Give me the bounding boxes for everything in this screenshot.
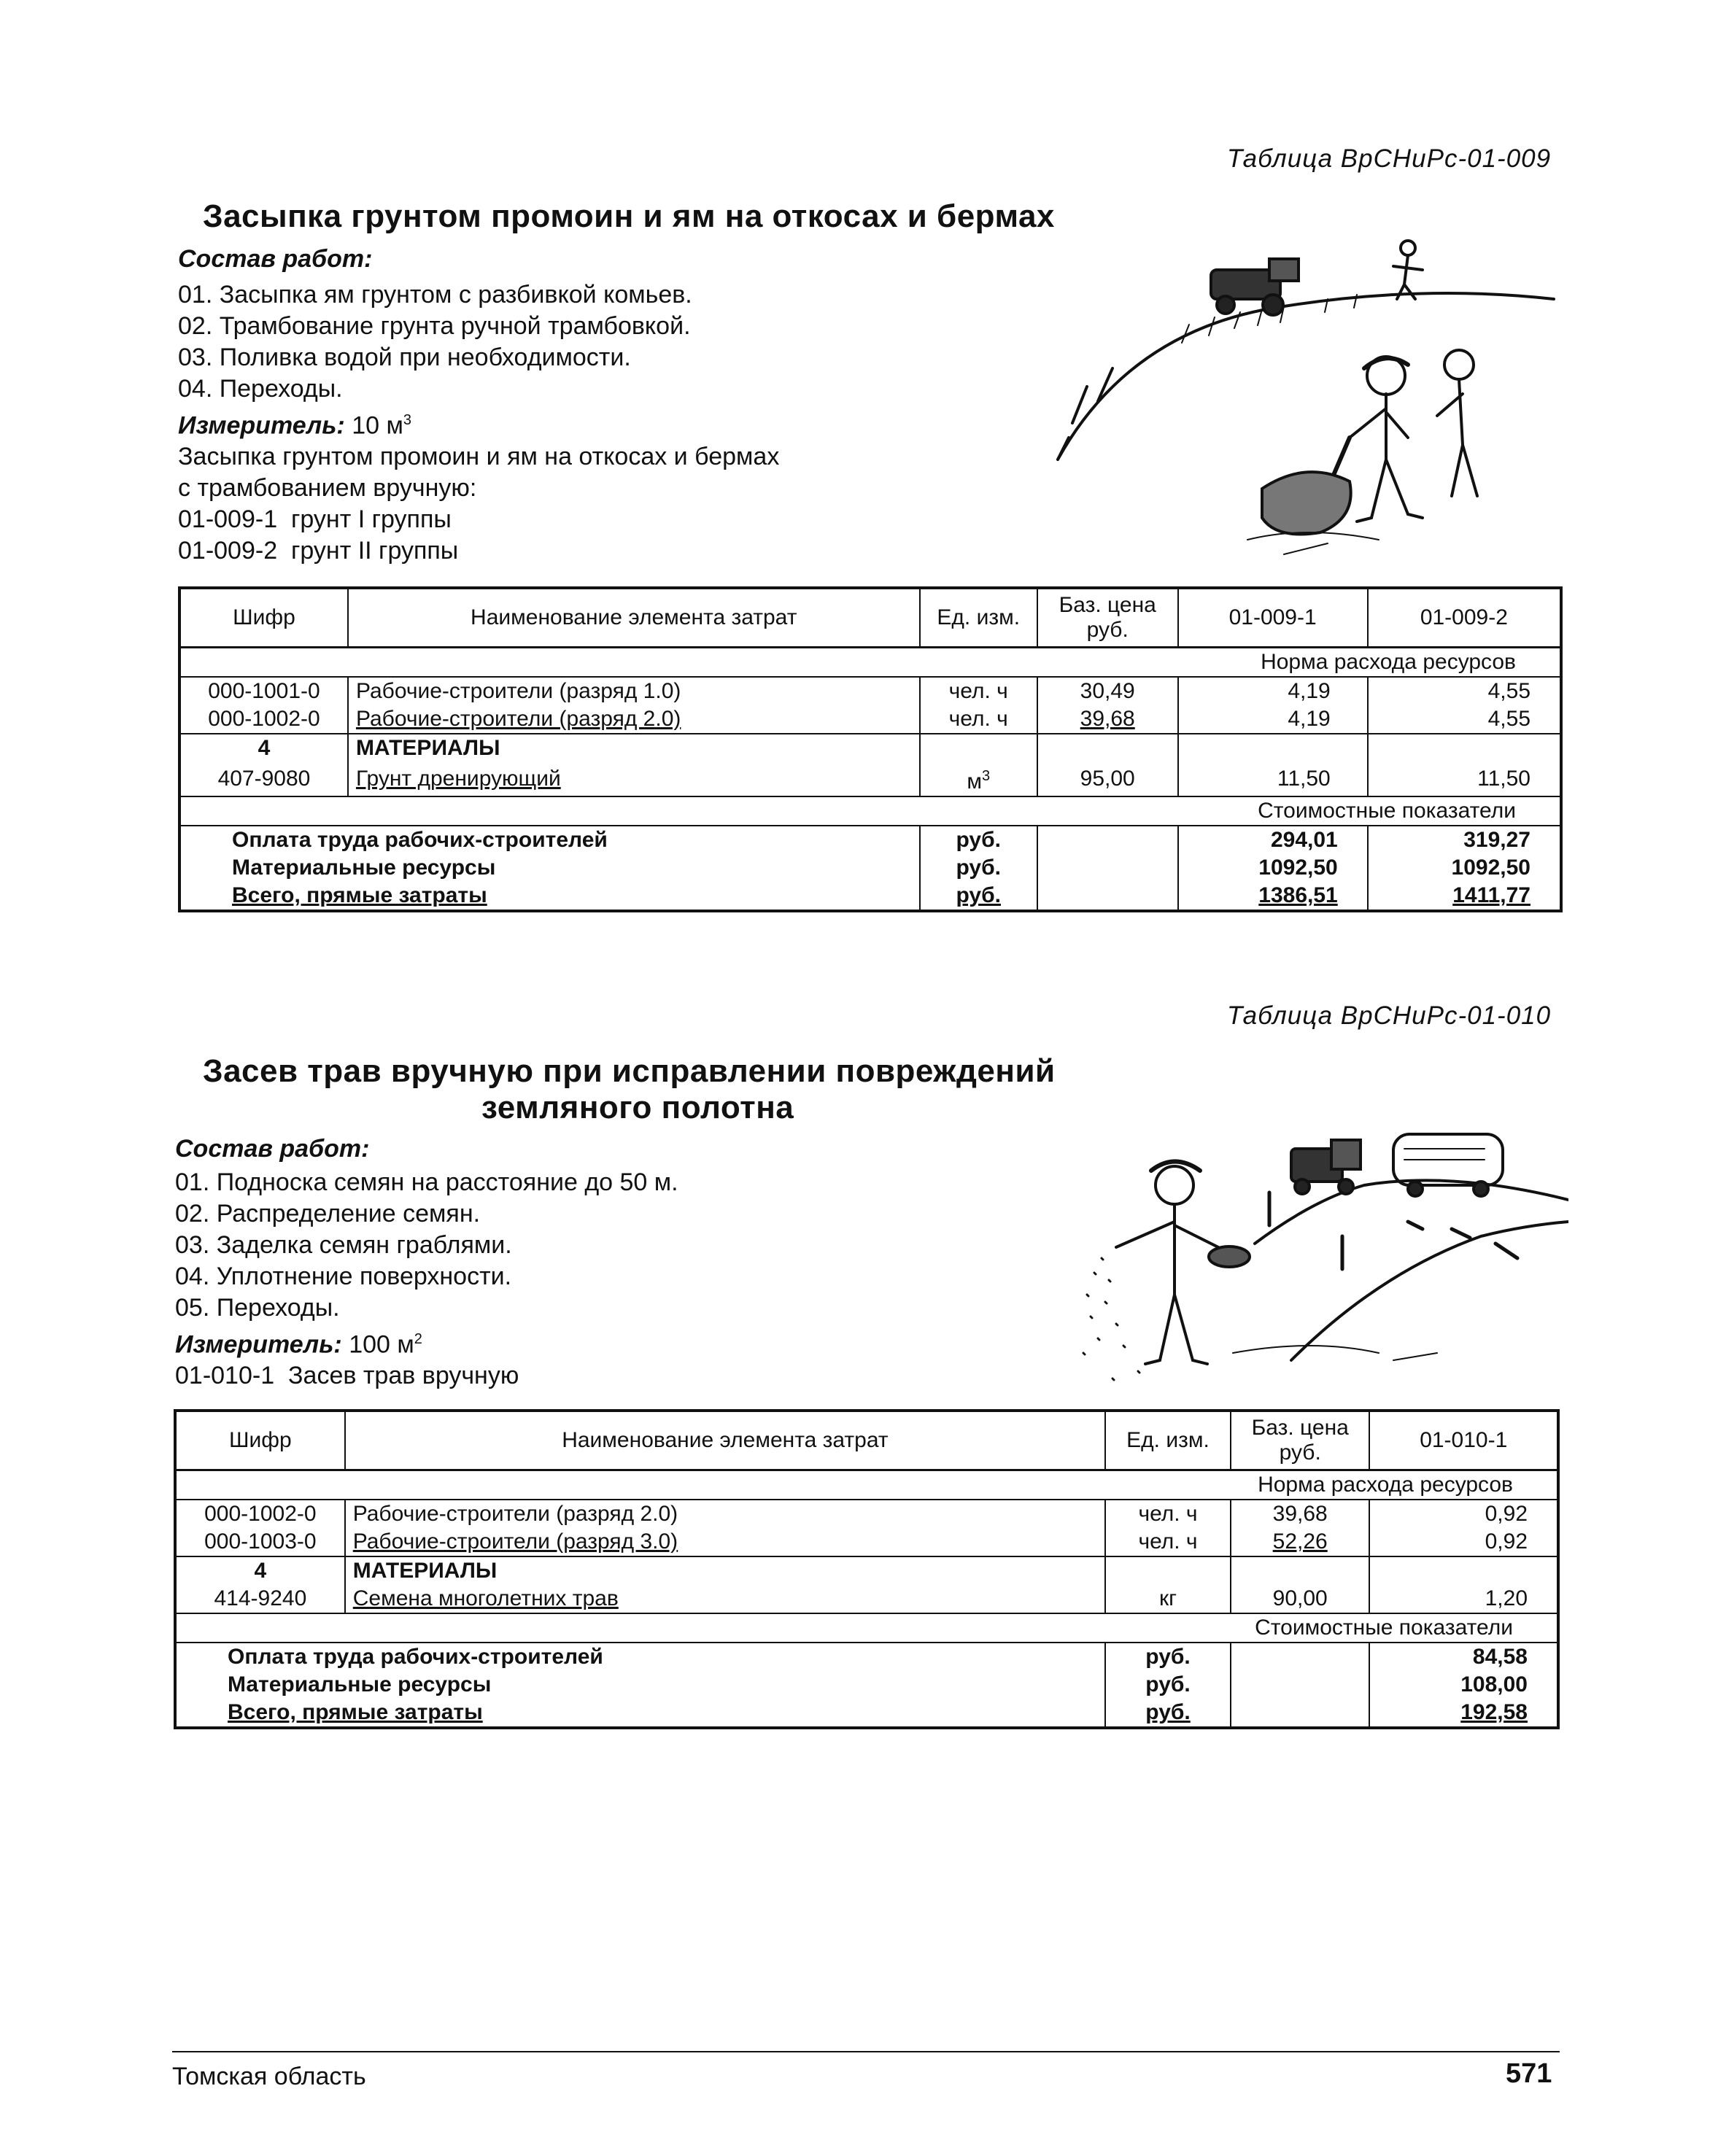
description-line: Засыпка грунтом промоин и ям на откосах и бермах [178, 443, 780, 471]
table-row [179, 762, 1561, 796]
unit-cell: руб. [920, 826, 1037, 854]
table-row [179, 854, 1561, 882]
header-cell: Наименование элемента затрат [345, 1411, 1105, 1470]
code-cell: 4 [175, 1556, 345, 1585]
sowing-illustration [1072, 1120, 1568, 1389]
unit-cell: чел. ч [920, 705, 1037, 734]
table-reference: Таблица ВрСНиРс-01-009 [1227, 144, 1552, 173]
table-row [179, 705, 1561, 734]
work-steps [178, 279, 779, 567]
work-step: 04. Уплотнение поверхности. [175, 1263, 512, 1290]
price-cell: 39,68 [1231, 1500, 1370, 1528]
header-cell: 01-009-2 [1368, 588, 1561, 648]
table-row [179, 734, 1561, 762]
unit-cell: руб. [920, 882, 1037, 911]
cost-table [178, 586, 1563, 912]
section-title: Засыпка грунтом промоин и ям на откосах и бермах [203, 198, 1055, 234]
meter-label: Измеритель: [178, 411, 345, 440]
costs-band-row [175, 1613, 1558, 1643]
unit-cell: руб. [1105, 1671, 1231, 1699]
meter-sup: 3 [403, 412, 411, 428]
code-line: 01-009-2 грунт II группы [178, 537, 459, 565]
unit-cell: чел. ч [1105, 1528, 1231, 1556]
cost-name-cell: Всего, прямые затраты [175, 1699, 1105, 1728]
price-cell: 90,00 [1231, 1585, 1370, 1613]
name-cell: Грунт дренирующий [348, 762, 920, 796]
cost-name-cell: Материальные ресурсы [179, 854, 920, 882]
unit-cell: кг [1105, 1585, 1231, 1613]
header-cell: Ед. изм. [920, 588, 1037, 648]
name-cell: Рабочие-строители (разряд 3.0) [345, 1528, 1105, 1556]
table-row [175, 1671, 1558, 1699]
value-cell: 1092,50 [1368, 854, 1561, 882]
composition-heading: Состав работ: [178, 245, 373, 273]
value-cell: 4,55 [1368, 705, 1561, 734]
table-row [175, 1500, 1558, 1528]
work-step: 01. Засыпка ям грунтом с разбивкой комьев. [178, 281, 692, 309]
work-step: 02. Распределение семян. [175, 1200, 481, 1228]
meter [175, 1324, 678, 1360]
band-label: Стоимостные показатели [179, 796, 1561, 826]
price-cell: 30,49 [1037, 677, 1178, 705]
unit-cell: чел. ч [1105, 1500, 1231, 1528]
band-label: Норма расхода ресурсов [175, 1470, 1558, 1500]
work-steps [175, 1167, 678, 1392]
value-cell: 0,92 [1369, 1500, 1558, 1528]
value-cell: 11,50 [1178, 762, 1368, 796]
unit-cell: чел. ч [920, 677, 1037, 705]
header-cell: Баз. цена руб. [1037, 588, 1178, 648]
materials-label: МАТЕРИАЛЫ [345, 1556, 1105, 1585]
table-header-row [175, 1411, 1558, 1470]
code-cell: 000-1002-0 [179, 705, 348, 734]
name-cell: Рабочие-строители (разряд 1.0) [348, 677, 920, 705]
value-cell: 11,50 [1368, 762, 1561, 796]
meter-sup: 2 [414, 1331, 422, 1347]
page-number: 571 [1506, 2058, 1552, 2089]
unit-cell: $м^3$ [920, 762, 1037, 796]
slope-workers-illustration [1043, 219, 1568, 576]
cost-name-cell: Материальные ресурсы [175, 1671, 1105, 1699]
table-row [175, 1556, 1558, 1585]
unit-cell: руб. [1105, 1699, 1231, 1728]
section-title: Засев трав вручную при исправлении повреждений [203, 1053, 1056, 1089]
work-step: 03. Поливка водой при необходимости. [178, 344, 631, 371]
header-cell: 01-009-1 [1178, 588, 1368, 648]
price-cell: 39,68 [1037, 705, 1178, 734]
cost-name-cell: Оплата труда рабочих-строителей [175, 1643, 1105, 1671]
header-cell: Ед. изм. [1105, 1411, 1231, 1470]
price-cell: 95,00 [1037, 762, 1178, 796]
band-label: Стоимостные показатели [175, 1613, 1558, 1643]
header-cell: Наименование элемента затрат [348, 588, 920, 648]
code-line: 01-010-1 Засев трав вручную [175, 1362, 519, 1390]
price-cell: 52,26 [1231, 1528, 1370, 1556]
unit-cell: руб. [1105, 1643, 1231, 1671]
band-label: Норма расхода ресурсов [179, 648, 1561, 678]
norms-band-row [179, 648, 1561, 678]
cost-table [174, 1409, 1560, 1729]
table-row [179, 677, 1561, 705]
table-row [175, 1585, 1558, 1613]
table-row [175, 1528, 1558, 1556]
norms-band-row [175, 1470, 1558, 1500]
code-cell: 000-1001-0 [179, 677, 348, 705]
name-cell: Рабочие-строители (разряд 2.0) [345, 1500, 1105, 1528]
value-cell: 4,19 [1178, 705, 1368, 734]
value-cell: 319,27 [1368, 826, 1561, 854]
header-cell: Шифр [179, 588, 348, 648]
value-cell: 1386,51 [1178, 882, 1368, 911]
value-cell: 84,58 [1369, 1643, 1558, 1671]
work-step: 05. Переходы. [175, 1294, 340, 1322]
name-cell: Семена многолетних трав [345, 1585, 1105, 1613]
code-cell: 407-9080 [179, 762, 348, 796]
footer-region: Томская область [172, 2063, 366, 2090]
cost-name-cell: Оплата труда рабочих-строителей [179, 826, 920, 854]
footer-rule [172, 2051, 1560, 2052]
composition-heading: Состав работ: [175, 1135, 370, 1163]
work-step: 01. Подноска семян на расстояние до 50 м. [175, 1168, 678, 1196]
value-cell: 0,92 [1369, 1528, 1558, 1556]
value-cell: 294,01 [1178, 826, 1368, 854]
code-line: 01-009-1 грунт I группы [178, 505, 452, 534]
value-cell: 1092,50 [1178, 854, 1368, 882]
code-cell: 000-1003-0 [175, 1528, 345, 1556]
costs-band-row [179, 796, 1561, 826]
header-cell: Шифр [175, 1411, 345, 1470]
value-cell: 4,19 [1178, 677, 1368, 705]
materials-label: МАТЕРИАЛЫ [348, 734, 920, 762]
name-cell: Рабочие-строители (разряд 2.0) [348, 705, 920, 734]
code-cell: 414-9240 [175, 1585, 345, 1613]
table-row [179, 826, 1561, 854]
table-header-row [179, 588, 1561, 648]
cost-name-cell: Всего, прямые затраты [179, 882, 920, 911]
header-cell: Баз. цена руб. [1231, 1411, 1370, 1470]
value-cell: 4,55 [1368, 677, 1561, 705]
code-cell: 000-1002-0 [175, 1500, 345, 1528]
description-line: с трамбованием вручную: [178, 474, 477, 503]
value-cell: 192,58 [1369, 1699, 1558, 1728]
code-cell: 4 [179, 734, 348, 762]
unit-cell: руб. [920, 854, 1037, 882]
value-cell: 108,00 [1369, 1671, 1558, 1699]
value-cell: 1,20 [1369, 1585, 1558, 1613]
meter-value: 100 м [349, 1330, 414, 1359]
work-step: 03. Заделка семян граблями. [175, 1231, 512, 1259]
table-row [175, 1699, 1558, 1728]
work-step: 04. Переходы. [178, 375, 343, 403]
table-row [175, 1643, 1558, 1671]
section-title-line2: земляного полотна [481, 1090, 794, 1125]
header-cell: 01-010-1 [1369, 1411, 1558, 1470]
meter-label: Измеритель: [175, 1330, 342, 1359]
table-row [179, 882, 1561, 911]
meter [178, 405, 779, 441]
value-cell: 1411,77 [1368, 882, 1561, 911]
meter-value: 10 м [352, 411, 403, 440]
table-reference: Таблица ВрСНиРс-01-010 [1227, 1001, 1552, 1030]
work-step: 02. Трамбование грунта ручной трамбовкой. [178, 312, 691, 340]
